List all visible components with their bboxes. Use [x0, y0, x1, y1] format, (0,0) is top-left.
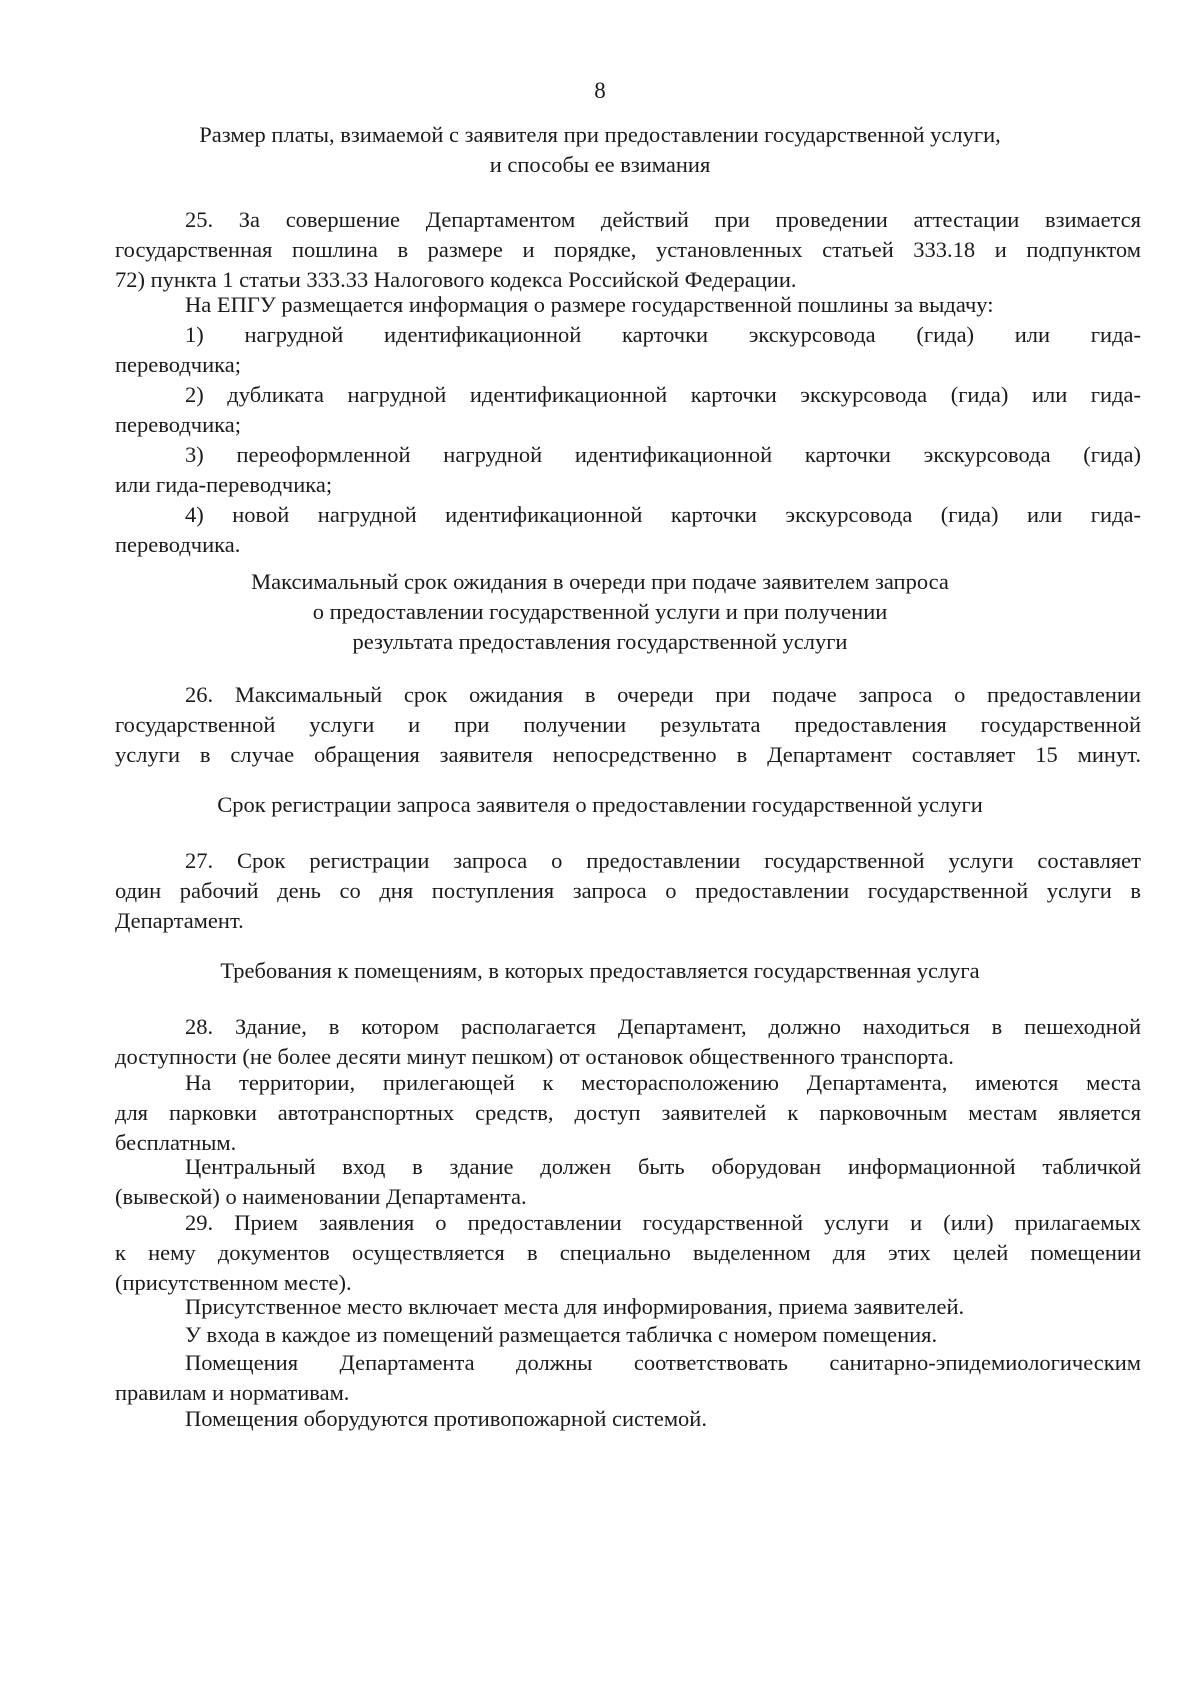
- paragraph-27: [115, 846, 1141, 936]
- text-line: государственная пошлина в размере и порядке, установленных статьей 333.18 и подпунктом: [115, 237, 1141, 262]
- text-line: 28. Здание, в котором располагается Департамент, должно находиться в пешеходной: [185, 1014, 1141, 1039]
- text-line: (присутственном месте).: [115, 1270, 352, 1295]
- paragraph-25: [115, 205, 1141, 295]
- heading-line: о предоставлении государственной услуги и при получении: [312, 599, 888, 624]
- text-line: доступности (не более десяти минут пешком) от остановок общественного транспорта.: [115, 1044, 954, 1069]
- paragraph-28: [115, 1012, 1141, 1072]
- section-heading-registration: [110, 790, 1090, 820]
- section-heading-wait: [110, 567, 1090, 657]
- paragraph-29: [115, 1208, 1141, 1298]
- text-line: переводчика;: [115, 352, 241, 377]
- text-line: для парковки автотранспортных средств, доступ заявителей к парковочным местам является: [115, 1100, 1141, 1125]
- page-number: 8: [594, 78, 606, 103]
- text-line: Присутственное место включает места для информирования, приема заявителей.: [185, 1294, 965, 1319]
- paragraph-place: [115, 1292, 1141, 1322]
- text-line: правилам и нормативам.: [115, 1380, 350, 1405]
- section-heading-rooms: [110, 956, 1090, 986]
- text-line: бесплатным.: [115, 1130, 237, 1155]
- text-line: 72) пункта 1 статьи 333.33 Налогового кодекса Российской Федерации.: [115, 267, 797, 292]
- paragraph-entrance: [115, 1152, 1141, 1212]
- text-line: или гида-переводчика;: [115, 472, 333, 497]
- text-line: переводчика.: [115, 532, 241, 557]
- text-line: Помещения Департамента должны соответствовать санитарно-эпидемиологическим: [185, 1350, 1141, 1375]
- heading-line: результата предоставления государственной услуги: [352, 629, 848, 654]
- paragraph-fire: [115, 1404, 1141, 1434]
- text-line: 29. Прием заявления о предоставлении государственной услуги и (или) прилагаемых: [185, 1210, 1141, 1235]
- text-line: услуги в случае обращения заявителя непосредственно в Департамент составляет 15 минут.: [115, 742, 1141, 767]
- heading-line: Максимальный срок ожидания в очереди при подаче заявителем запроса: [251, 569, 949, 594]
- heading-line: Требования к помещениям, в которых предоставляется государственная услуга: [220, 958, 980, 983]
- text-line: У входа в каждое из помещений размещается табличка с номером помещения.: [185, 1322, 938, 1347]
- text-line: 26. Максимальный срок ожидания в очереди при подаче запроса о предоставлении: [185, 682, 1141, 707]
- list-item-3: 3) переоформленной нагрудной идентификационной карточки экскурсовода (гида): [185, 442, 1141, 467]
- text-line: На ЕПГУ размещается информация о размере государственной пошлины за выдачу:: [185, 292, 994, 317]
- text-line: государственной услуги и при получении результата предоставления государственной: [115, 712, 1141, 737]
- text-line: На территории, прилегающей к месторасположению Департамента, имеются места: [185, 1070, 1141, 1095]
- paragraph-26: [115, 680, 1141, 770]
- list-item-1: 1) нагрудной идентификационной карточки экскурсовода (гида) или гида-: [185, 322, 1141, 347]
- paragraph-sign: [115, 1320, 1141, 1350]
- heading-line: Срок регистрации запроса заявителя о предоставлении государственной услуги: [217, 792, 983, 817]
- text-line: Департамент.: [115, 908, 244, 933]
- section-heading-fee: [110, 120, 1090, 180]
- heading-line: Размер платы, взимаемой с заявителя при предоставлении государственной услуги,: [199, 122, 1001, 147]
- text-line: (вывеской) о наименовании Департамента.: [115, 1184, 527, 1209]
- paragraph-epgu: [115, 290, 1141, 560]
- text-line: 27. Срок регистрации запроса о предоставлении государственной услуги составляет: [185, 848, 1141, 873]
- text-line: 25. За совершение Департаментом действий при проведении аттестации взимается: [185, 207, 1141, 232]
- paragraph-sanitary: [115, 1348, 1141, 1408]
- text-line: Центральный вход в здание должен быть оборудован информационной табличкой: [185, 1154, 1141, 1179]
- list-item-4: 4) новой нагрудной идентификационной карточки экскурсовода (гида) или гида-: [185, 502, 1141, 527]
- text-line: к нему документов осуществляется в специально выделенном для этих целей помещении: [115, 1240, 1141, 1265]
- text-line: Помещения оборудуются противопожарной системой.: [185, 1406, 707, 1431]
- text-line: один рабочий день со дня поступления запроса о предоставлении государственной услуги в: [115, 878, 1141, 903]
- paragraph-parking: [115, 1068, 1141, 1158]
- heading-line: и способы ее взимания: [489, 152, 711, 177]
- list-item-2: 2) дубликата нагрудной идентификационной карточки экскурсовода (гида) или гида-: [185, 382, 1141, 407]
- text-line: переводчика;: [115, 412, 241, 437]
